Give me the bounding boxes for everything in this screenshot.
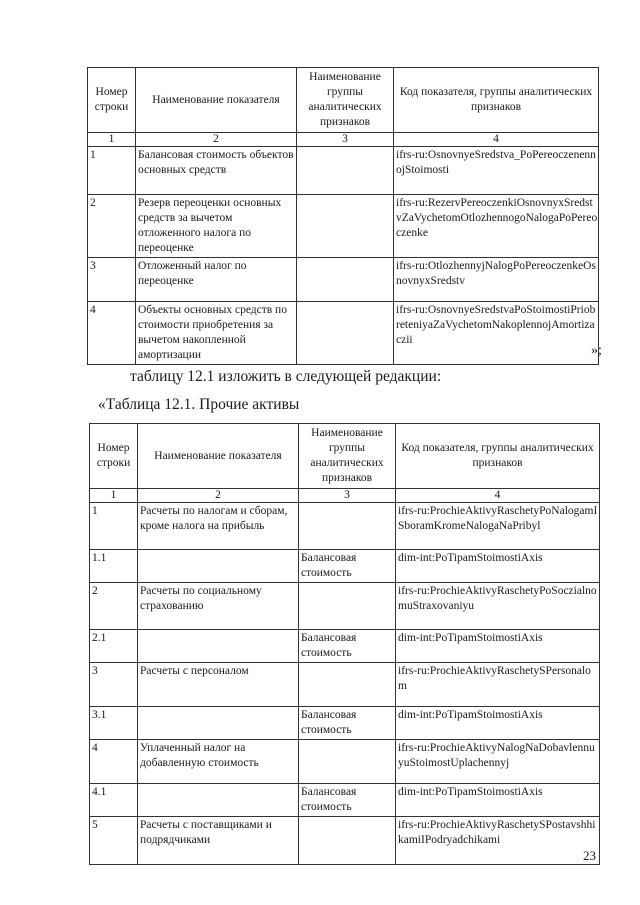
- table-row: [90, 663, 600, 707]
- indicator-code: dim-int:PoTipamStoimostiAxis: [396, 630, 600, 663]
- indicator-code: ifrs-ru:OsnovnyeSredstvaPoStoimostiPriobreteniyaZaVychetomNakoplennojAmortizaczii: [394, 302, 599, 365]
- indicator-name: Объекты основных средств по стоимости приобретения за вычетом накопленной амортизации: [136, 302, 297, 365]
- header-indicator-name: Наименование показателя: [136, 68, 297, 133]
- indicator-code: ifrs-ru:RezervPereoczenkiOsnovnyxSredstvZaVychetomOtlozhennogoNalogaPoPereoczenke: [394, 195, 599, 258]
- analytic-group: Балансовая стоимость: [299, 784, 396, 817]
- analytic-group: [297, 195, 394, 258]
- row-number: 2.1: [90, 630, 138, 663]
- header-code: Код показателя, группы аналитических признаков: [394, 68, 599, 133]
- indicator-code: dim-int:PoTipamStoimostiAxis: [396, 707, 600, 740]
- table-row: [90, 817, 600, 865]
- row-number: 2: [90, 583, 138, 630]
- indicator-code: ifrs-ru:ProchieAktivyRaschetySPersonalom: [396, 663, 600, 707]
- indicator-name: Балансовая стоимость объектов основных средств: [136, 147, 297, 195]
- analytic-group: [299, 817, 396, 865]
- analytic-group: [299, 503, 396, 550]
- table-row: [90, 503, 600, 550]
- analytic-group: [297, 147, 394, 195]
- column-index: 3: [299, 489, 396, 503]
- table-row: [90, 740, 600, 784]
- header-row-number: Номер строки: [90, 424, 138, 489]
- indicator-name: Расчеты с поставщиками и подрядчиками: [138, 817, 299, 865]
- column-index: 2: [136, 133, 297, 147]
- column-index: 4: [394, 133, 599, 147]
- instruction-text: таблицу 12.1 изложить в следующей редакции:: [130, 368, 442, 385]
- analytic-group: [297, 258, 394, 302]
- header-code: Код показателя, группы аналитических признаков: [396, 424, 600, 489]
- analytic-group: [299, 583, 396, 630]
- indicator-code: ifrs-ru:OtlozhennyjNalogPoPereoczenkeOsnovnyxSredstv: [394, 258, 599, 302]
- table-row: [90, 630, 600, 663]
- indicator-name: Уплаченный налог на добавленную стоимость: [138, 740, 299, 784]
- indicator-name: [138, 707, 299, 740]
- indicator-name: Отложенный налог по переоценке: [136, 258, 297, 302]
- column-index: 2: [138, 489, 299, 503]
- analytic-group: Балансовая стоимость: [299, 550, 396, 583]
- page-number: 23: [583, 848, 596, 863]
- indicator-name: Резерв переоценки основных средств за вычетом отложенного налога по переоценке: [136, 195, 297, 258]
- table-row: [88, 258, 599, 302]
- row-number: 1: [90, 503, 138, 550]
- row-number: 1: [88, 147, 136, 195]
- analytic-group: [299, 663, 396, 707]
- row-number: 1.1: [90, 550, 138, 583]
- indicator-code: ifrs-ru:OsnovnyeSredstva_PoPereoczenennojStoimosti: [394, 147, 599, 195]
- column-index-row: [88, 133, 599, 147]
- other-assets-table: [89, 423, 600, 865]
- indicator-name: Расчеты с персоналом: [138, 663, 299, 707]
- column-index: 3: [297, 133, 394, 147]
- row-number: 4: [90, 740, 138, 784]
- indicator-code: ifrs-ru:ProchieAktivyNalogNaDobavlennuyuStoimostUplachennyj: [396, 740, 600, 784]
- column-index: 1: [88, 133, 136, 147]
- table-row: [90, 583, 600, 630]
- table-caption: «Таблица 12.1. Прочие активы: [98, 396, 300, 413]
- column-index-row: [90, 489, 600, 503]
- closing-quote: »;: [591, 343, 602, 358]
- indicator-name: Расчеты по налогам и сборам, кроме налога на прибыль: [138, 503, 299, 550]
- table-header-row: [88, 68, 599, 133]
- column-index: 1: [90, 489, 138, 503]
- table-row: [88, 147, 599, 195]
- row-number: 4.1: [90, 784, 138, 817]
- analytic-group: Балансовая стоимость: [299, 707, 396, 740]
- header-row-number: Номер строки: [88, 68, 136, 133]
- table-row: [88, 302, 599, 365]
- indicator-code: dim-int:PoTipamStoimostiAxis: [396, 784, 600, 817]
- column-index: 4: [396, 489, 600, 503]
- indicator-code: ifrs-ru:ProchieAktivyRaschetyPoNalogamISboramKromeNalogaNaPribyl: [396, 503, 600, 550]
- row-number: 4: [88, 302, 136, 365]
- header-analytic-group: Наименование группы аналитических признаков: [299, 424, 396, 489]
- table-row: [88, 195, 599, 258]
- indicator-code: dim-int:PoTipamStoimostiAxis: [396, 550, 600, 583]
- indicator-code: ifrs-ru:ProchieAktivyRaschetyPoSoczialnomuStraxovaniyu: [396, 583, 600, 630]
- analytic-group: [297, 302, 394, 365]
- table-header-row: [90, 424, 600, 489]
- row-number: 3: [90, 663, 138, 707]
- row-number: 3.1: [90, 707, 138, 740]
- header-indicator-name: Наименование показателя: [138, 424, 299, 489]
- row-number: 3: [88, 258, 136, 302]
- table-row: [90, 784, 600, 817]
- assets-revaluation-table: [87, 67, 599, 365]
- table-row: [90, 550, 600, 583]
- indicator-name: [138, 550, 299, 583]
- analytic-group: [299, 740, 396, 784]
- row-number: 2: [88, 195, 136, 258]
- indicator-name: [138, 630, 299, 663]
- analytic-group: Балансовая стоимость: [299, 630, 396, 663]
- indicator-name: [138, 784, 299, 817]
- row-number: 5: [90, 817, 138, 865]
- table-row: [90, 707, 600, 740]
- indicator-code: ifrs-ru:ProchieAktivyRaschetySPostavshhikamiIPodryadchikami: [396, 817, 600, 865]
- indicator-name: Расчеты по социальному страхованию: [138, 583, 299, 630]
- header-analytic-group: Наименование группы аналитических признаков: [297, 68, 394, 133]
